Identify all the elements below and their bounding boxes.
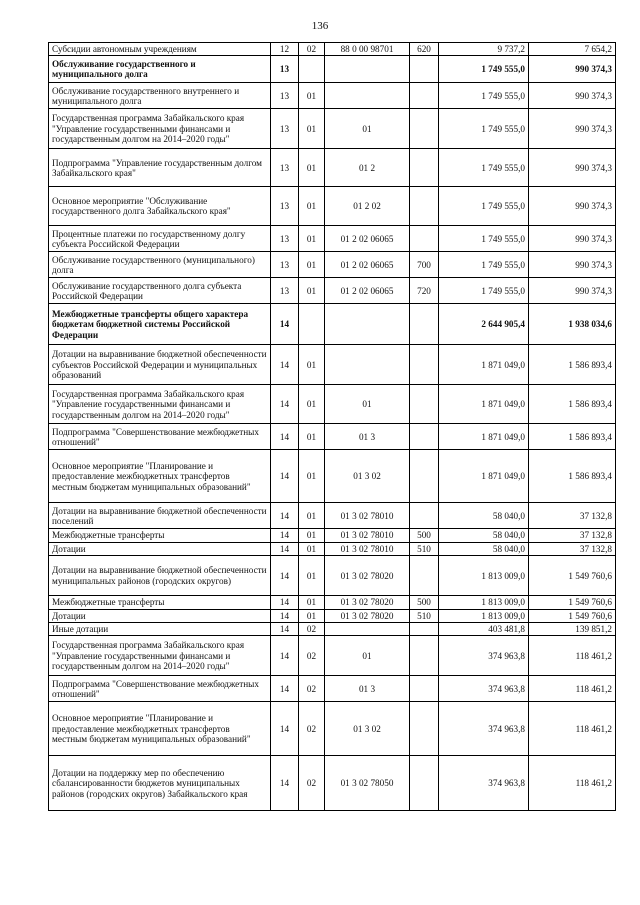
amount-plan: 1 813 009,0 — [439, 609, 529, 622]
item-name: Дотации — [49, 542, 271, 555]
section-code: 14 — [271, 676, 299, 702]
expense-type-code — [410, 56, 439, 83]
table-row — [49, 345, 616, 385]
item-name: Дотации на выравнивание бюджетной обеспеченности субъектов Российской Федерации и муниципальных образований — [49, 345, 271, 385]
amount-actual: 139 851,2 — [529, 623, 616, 636]
expense-type-code — [410, 503, 439, 529]
amount-actual: 1 549 760,6 — [529, 556, 616, 596]
section-code: 14 — [271, 503, 299, 529]
target-article-code — [325, 83, 410, 109]
subsection-code: 01 — [299, 596, 325, 609]
table-row — [49, 385, 616, 424]
section-code: 12 — [271, 43, 299, 56]
amount-actual: 990 374,3 — [529, 56, 616, 83]
target-article-code: 01 3 02 78020 — [325, 596, 410, 609]
section-code: 14 — [271, 529, 299, 542]
table-row — [49, 503, 616, 529]
item-name: Государственная программа Забайкальского края "Управление государственными финансами и государственным долгом на 2014–2020 годы" — [49, 636, 271, 676]
section-code: 14 — [271, 636, 299, 676]
expense-type-code — [410, 345, 439, 385]
target-article-code — [325, 56, 410, 83]
amount-actual: 1 586 893,4 — [529, 345, 616, 385]
amount-plan: 58 040,0 — [439, 542, 529, 555]
subsection-code: 02 — [299, 756, 325, 811]
amount-actual: 118 461,2 — [529, 636, 616, 676]
item-name: Основное мероприятие "Планирование и предоставление межбюджетных трансфертов местным бюджетам муниципальных образований" — [49, 702, 271, 756]
amount-plan: 1 749 555,0 — [439, 83, 529, 109]
table-row — [49, 609, 616, 622]
subsection-code: 01 — [299, 278, 325, 304]
amount-actual: 990 374,3 — [529, 149, 616, 187]
table-row — [49, 676, 616, 702]
target-article-code: 01 2 02 06065 — [325, 226, 410, 252]
expense-type-code — [410, 187, 439, 226]
section-code: 14 — [271, 542, 299, 555]
item-name: Обслуживание государственного (муниципального) долга — [49, 252, 271, 278]
item-name: Дотации — [49, 609, 271, 622]
section-code: 14 — [271, 609, 299, 622]
section-code: 14 — [271, 756, 299, 811]
expense-type-code — [410, 149, 439, 187]
expense-type-code — [410, 226, 439, 252]
table-row — [49, 542, 616, 555]
item-name: Межбюджетные трансферты — [49, 529, 271, 542]
table-row — [49, 636, 616, 676]
expense-type-code: 700 — [410, 252, 439, 278]
subsection-code: 02 — [299, 636, 325, 676]
subsection-code: 01 — [299, 542, 325, 555]
amount-plan: 374 963,8 — [439, 702, 529, 756]
subsection-code — [299, 56, 325, 83]
amount-plan: 374 963,8 — [439, 676, 529, 702]
expense-type-code — [410, 676, 439, 702]
amount-actual: 118 461,2 — [529, 676, 616, 702]
item-name: Межбюджетные трансферты общего характера бюджетам бюджетной системы Российской Федерации — [49, 304, 271, 345]
amount-plan: 1 813 009,0 — [439, 596, 529, 609]
budget-table — [48, 42, 616, 811]
amount-plan: 403 481,8 — [439, 623, 529, 636]
amount-actual: 990 374,3 — [529, 278, 616, 304]
subsection-code: 01 — [299, 149, 325, 187]
item-name: Подпрограмма "Управление государственным долгом Забайкальского края" — [49, 149, 271, 187]
section-code: 13 — [271, 278, 299, 304]
amount-plan: 1 871 049,0 — [439, 345, 529, 385]
subsection-code: 01 — [299, 529, 325, 542]
subsection-code: 01 — [299, 556, 325, 596]
target-article-code: 01 — [325, 109, 410, 149]
table-row — [49, 278, 616, 304]
amount-plan: 58 040,0 — [439, 503, 529, 529]
amount-actual: 118 461,2 — [529, 756, 616, 811]
item-name: Межбюджетные трансферты — [49, 596, 271, 609]
expense-type-code: 500 — [410, 596, 439, 609]
subsection-code: 02 — [299, 43, 325, 56]
item-name: Обслуживание государственного внутреннего и муниципального долга — [49, 83, 271, 109]
table-row — [49, 252, 616, 278]
target-article-code — [325, 345, 410, 385]
expense-type-code: 510 — [410, 542, 439, 555]
section-code: 13 — [271, 252, 299, 278]
target-article-code: 01 3 02 78050 — [325, 756, 410, 811]
target-article-code: 01 3 02 78010 — [325, 503, 410, 529]
subsection-code: 01 — [299, 609, 325, 622]
table-row — [49, 529, 616, 542]
amount-actual: 37 132,8 — [529, 529, 616, 542]
table-row — [49, 596, 616, 609]
target-article-code: 01 3 02 78010 — [325, 529, 410, 542]
amount-actual: 1 586 893,4 — [529, 424, 616, 450]
table-row — [49, 556, 616, 596]
target-article-code: 01 3 02 78010 — [325, 542, 410, 555]
subsection-code: 01 — [299, 187, 325, 226]
target-article-code: 01 3 02 78020 — [325, 609, 410, 622]
section-code: 14 — [271, 450, 299, 503]
amount-plan: 1 749 555,0 — [439, 278, 529, 304]
item-name: Подпрограмма "Совершенствование межбюджетных отношений" — [49, 676, 271, 702]
expense-type-code — [410, 450, 439, 503]
amount-actual: 990 374,3 — [529, 252, 616, 278]
amount-actual: 990 374,3 — [529, 83, 616, 109]
table-body — [49, 43, 616, 811]
expense-type-code — [410, 109, 439, 149]
amount-plan: 1 749 555,0 — [439, 226, 529, 252]
item-name: Дотации на поддержку мер по обеспечению сбалансированности бюджетов муниципальных районов (городских округов) Забайкальского края — [49, 756, 271, 811]
target-article-code — [325, 623, 410, 636]
table-row — [49, 43, 616, 56]
target-article-code — [325, 304, 410, 345]
target-article-code: 01 2 02 06065 — [325, 252, 410, 278]
amount-actual: 7 654,2 — [529, 43, 616, 56]
target-article-code: 01 2 — [325, 149, 410, 187]
expense-type-code — [410, 702, 439, 756]
target-article-code: 01 2 02 — [325, 187, 410, 226]
section-code: 14 — [271, 424, 299, 450]
expense-type-code: 720 — [410, 278, 439, 304]
table-row — [49, 623, 616, 636]
section-code: 14 — [271, 596, 299, 609]
target-article-code: 01 — [325, 636, 410, 676]
expense-type-code — [410, 304, 439, 345]
subsection-code: 02 — [299, 623, 325, 636]
amount-actual: 37 132,8 — [529, 542, 616, 555]
subsection-code: 01 — [299, 226, 325, 252]
expense-type-code — [410, 424, 439, 450]
subsection-code: 01 — [299, 109, 325, 149]
target-article-code: 01 3 02 — [325, 702, 410, 756]
expense-type-code — [410, 636, 439, 676]
amount-actual: 990 374,3 — [529, 109, 616, 149]
section-code: 13 — [271, 109, 299, 149]
table-row — [49, 187, 616, 226]
subsection-code: 01 — [299, 450, 325, 503]
item-name: Обслуживание государственного и муниципального долга — [49, 56, 271, 83]
target-article-code: 88 0 00 98701 — [325, 43, 410, 56]
amount-plan: 9 737,2 — [439, 43, 529, 56]
item-name: Субсидии автономным учреждениям — [49, 43, 271, 56]
amount-plan: 1 749 555,0 — [439, 56, 529, 83]
amount-plan: 1 813 009,0 — [439, 556, 529, 596]
amount-plan: 374 963,8 — [439, 636, 529, 676]
item-name: Подпрограмма "Совершенствование межбюджетных отношений" — [49, 424, 271, 450]
subsection-code: 01 — [299, 345, 325, 385]
table-row — [49, 424, 616, 450]
item-name: Иные дотации — [49, 623, 271, 636]
subsection-code: 01 — [299, 252, 325, 278]
item-name: Процентные платежи по государственному долгу субъекта Российской Федерации — [49, 226, 271, 252]
item-name: Дотации на выравнивание бюджетной обеспеченности муниципальных районов (городских округов) — [49, 556, 271, 596]
section-code: 14 — [271, 345, 299, 385]
amount-plan: 1 749 555,0 — [439, 187, 529, 226]
amount-plan: 1 871 049,0 — [439, 450, 529, 503]
table-row — [49, 702, 616, 756]
section-code: 13 — [271, 83, 299, 109]
amount-plan: 2 644 905,4 — [439, 304, 529, 345]
target-article-code: 01 3 — [325, 424, 410, 450]
expense-type-code — [410, 556, 439, 596]
item-name: Основное мероприятие "Обслуживание государственного долга Забайкальского края" — [49, 187, 271, 226]
section-code: 14 — [271, 304, 299, 345]
expense-type-code — [410, 83, 439, 109]
amount-actual: 37 132,8 — [529, 503, 616, 529]
amount-plan: 58 040,0 — [439, 529, 529, 542]
subsection-code: 01 — [299, 424, 325, 450]
subsection-code: 01 — [299, 503, 325, 529]
amount-plan: 1 871 049,0 — [439, 385, 529, 424]
table-row — [49, 83, 616, 109]
amount-plan: 1 749 555,0 — [439, 109, 529, 149]
item-name: Обслуживание государственного долга субъекта Российской Федерации — [49, 278, 271, 304]
amount-actual: 118 461,2 — [529, 702, 616, 756]
section-code: 14 — [271, 702, 299, 756]
subsection-code: 01 — [299, 385, 325, 424]
amount-actual: 1 549 760,6 — [529, 596, 616, 609]
item-name: Дотации на выравнивание бюджетной обеспеченности поселений — [49, 503, 271, 529]
section-code: 13 — [271, 56, 299, 83]
amount-plan: 374 963,8 — [439, 756, 529, 811]
expense-type-code: 510 — [410, 609, 439, 622]
target-article-code: 01 3 — [325, 676, 410, 702]
subsection-code: 01 — [299, 83, 325, 109]
table-row — [49, 226, 616, 252]
table-row — [49, 304, 616, 345]
section-code: 13 — [271, 226, 299, 252]
subsection-code: 02 — [299, 676, 325, 702]
amount-actual: 1 586 893,4 — [529, 450, 616, 503]
target-article-code: 01 2 02 06065 — [325, 278, 410, 304]
item-name: Государственная программа Забайкальского края "Управление государственными финансами и государственным долгом на 2014–2020 годы" — [49, 385, 271, 424]
expense-type-code — [410, 385, 439, 424]
amount-plan: 1 749 555,0 — [439, 252, 529, 278]
table-row — [49, 450, 616, 503]
section-code: 14 — [271, 556, 299, 596]
section-code: 14 — [271, 385, 299, 424]
page-number: 136 — [311, 20, 329, 32]
table-row — [49, 756, 616, 811]
expense-type-code — [410, 623, 439, 636]
target-article-code: 01 3 02 78020 — [325, 556, 410, 596]
target-article-code: 01 — [325, 385, 410, 424]
amount-actual: 990 374,3 — [529, 187, 616, 226]
subsection-code: 02 — [299, 702, 325, 756]
expense-type-code: 620 — [410, 43, 439, 56]
amount-plan: 1 749 555,0 — [439, 149, 529, 187]
subsection-code — [299, 304, 325, 345]
table-row — [49, 149, 616, 187]
amount-actual: 990 374,3 — [529, 226, 616, 252]
table-row — [49, 109, 616, 149]
expense-type-code — [410, 756, 439, 811]
expense-type-code: 500 — [410, 529, 439, 542]
amount-actual: 1 549 760,6 — [529, 609, 616, 622]
table-row — [49, 56, 616, 83]
section-code: 13 — [271, 187, 299, 226]
amount-plan: 1 871 049,0 — [439, 424, 529, 450]
item-name: Основное мероприятие "Планирование и предоставление межбюджетных трансфертов местным бюджетам муниципальных образований" — [49, 450, 271, 503]
amount-actual: 1 938 034,6 — [529, 304, 616, 345]
target-article-code: 01 3 02 — [325, 450, 410, 503]
section-code: 14 — [271, 623, 299, 636]
item-name: Государственная программа Забайкальского края "Управление государственными финансами и государственным долгом на 2014–2020 годы" — [49, 109, 271, 149]
section-code: 13 — [271, 149, 299, 187]
amount-actual: 1 586 893,4 — [529, 385, 616, 424]
